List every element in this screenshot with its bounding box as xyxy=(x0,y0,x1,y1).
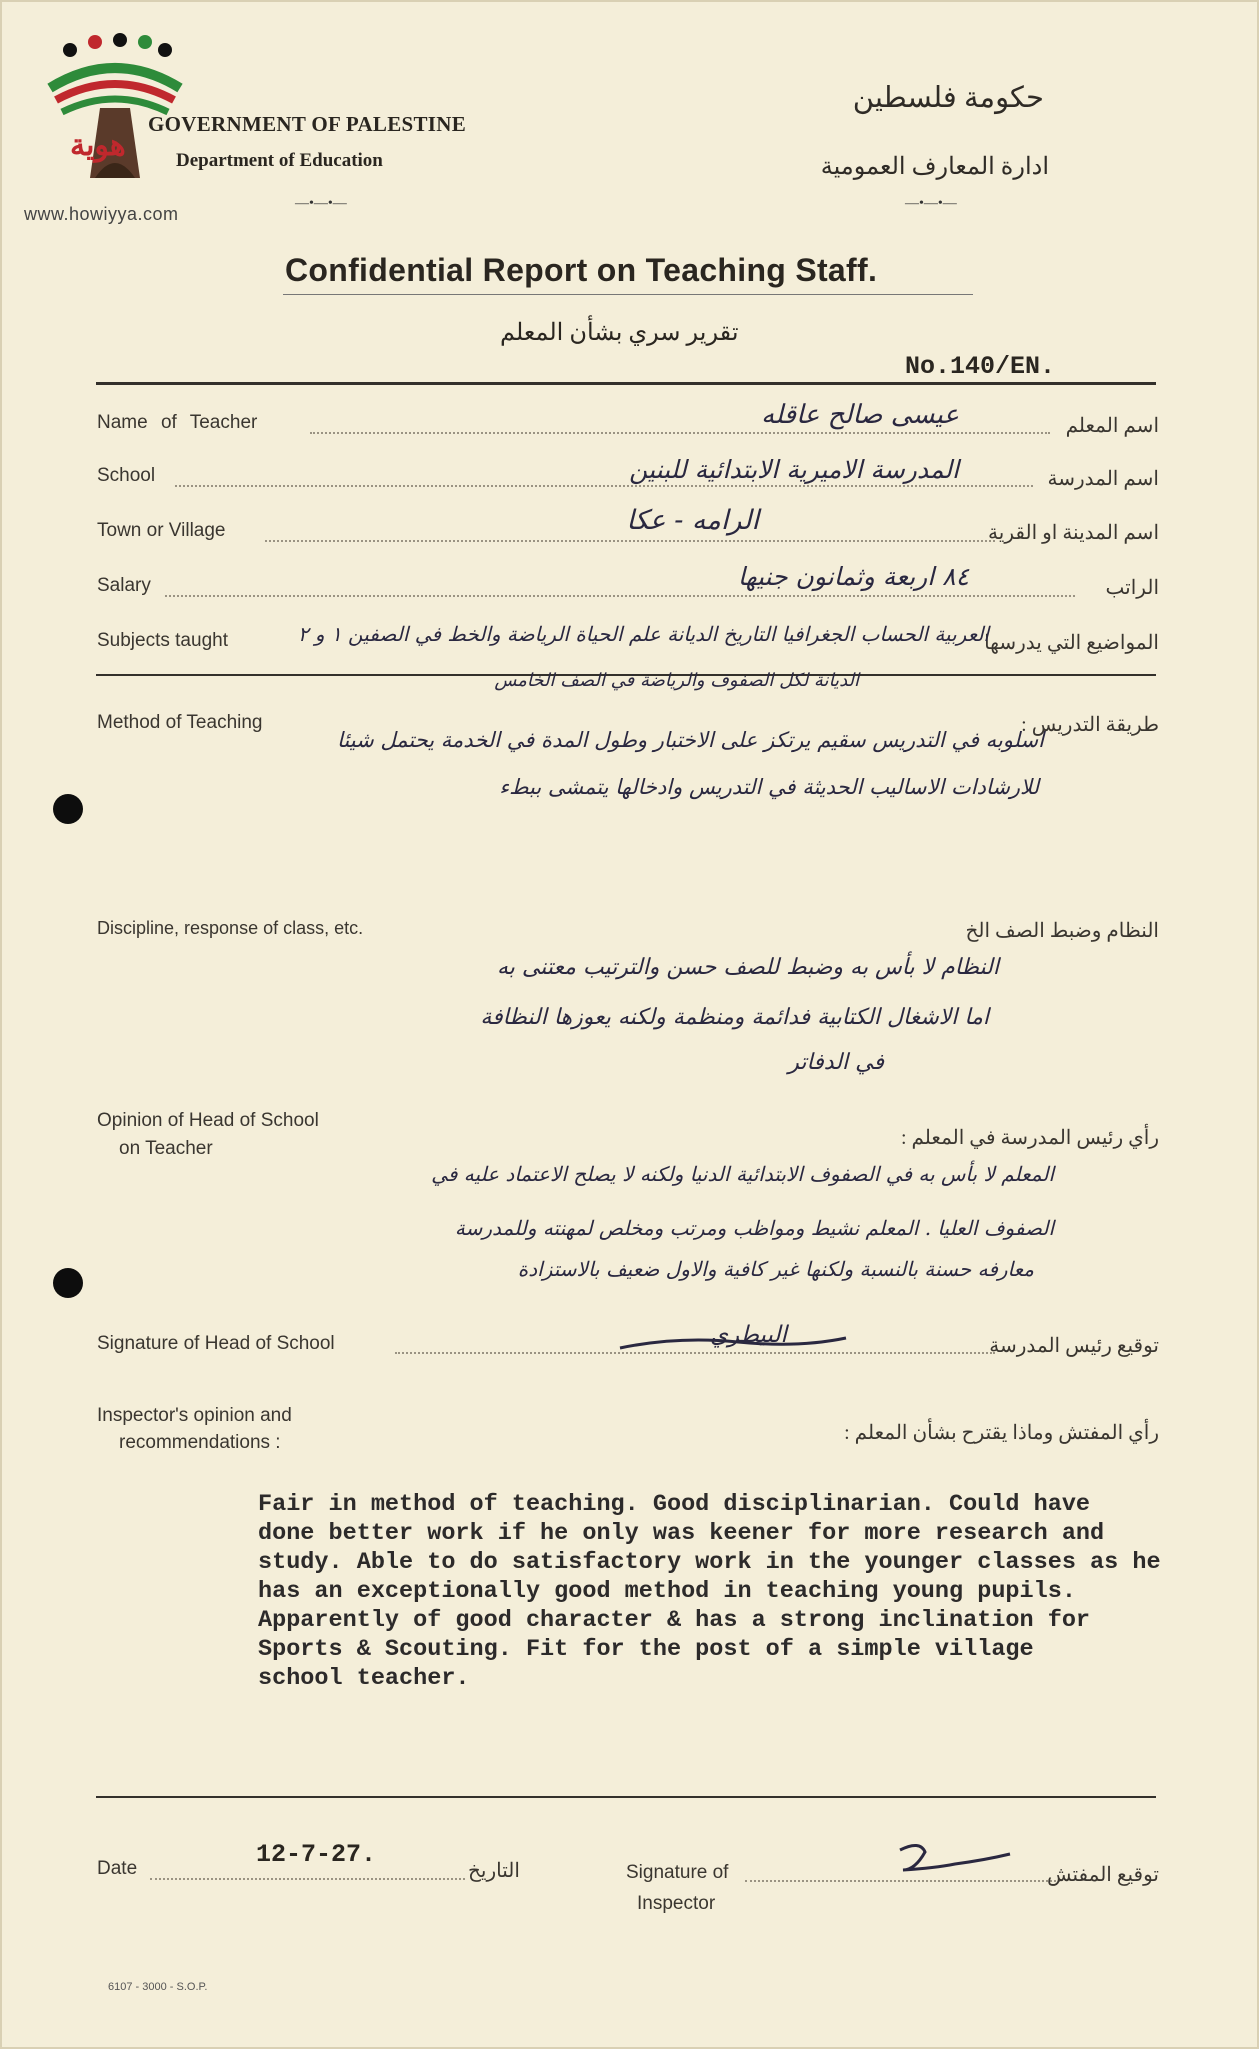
inspector-signature xyxy=(895,1840,1015,1885)
sig-inspector-label-1: Signature of xyxy=(626,1862,729,1883)
school-value: المدرسة الاميرية الابتدائية للبنين xyxy=(629,455,959,484)
opinion-head-label-ar: رأي رئيس المدرسة في المعلم : xyxy=(900,1127,1159,1149)
subjects-value: العربية الحساب الجغرافيا التاريخ الديانة علم الحياة الرياضة والخط في الصفين ١ و ٢ xyxy=(297,622,989,646)
header-rule xyxy=(96,382,1156,385)
report-title-ar: تقرير سري بشأن المعلم xyxy=(500,320,739,346)
discipline-line-3: في الدفاتر xyxy=(788,1050,884,1075)
name-label-ar: اسم المعلم xyxy=(1065,415,1159,437)
opinion-head-line-3: معارفه حسنة بالنسبة ولكنها غير كافية والاول ضعيف بالاستزادة xyxy=(517,1257,1034,1281)
opinion-head-line-1: المعلم لا بأس به في الصفوف الابتدائية الدنيا ولكنه لا يصلح الاعتماد عليه في xyxy=(431,1162,1054,1186)
ornament-left: —•—•— xyxy=(295,196,347,211)
school-dots xyxy=(175,485,1033,487)
name-value: عيسى صالح عاقله xyxy=(761,400,959,430)
school-label-ar: اسم المدرسة xyxy=(1047,468,1159,490)
town-dots xyxy=(265,540,995,542)
subjects-label-ar: المواضيع التي يدرسها xyxy=(984,632,1159,654)
logo-text: هوية xyxy=(70,129,126,162)
name-dots xyxy=(310,432,1050,434)
method-line-2: للارشادات الاساليب الحديثة في التدريس وادخالها يتمشى ببطء xyxy=(499,775,1039,799)
footer-rule xyxy=(96,1796,1156,1798)
signature-head-stroke xyxy=(618,1328,848,1363)
discipline-line-1: النظام لا بأس به وضبط للصف حسن والترتيب معتنى به xyxy=(496,955,999,980)
inspector-label-2: recommendations : xyxy=(119,1432,281,1453)
method-label: Method of Teaching xyxy=(97,712,263,733)
town-label-ar: اسم المدينة او القرية xyxy=(988,522,1159,544)
signature-head-label-ar: توقيع رئيس المدرسة xyxy=(989,1335,1159,1357)
date-value: 12-7-27. xyxy=(256,1840,377,1869)
name-label: Name of Teacher xyxy=(97,412,258,433)
opinion-head-label-1: Opinion of Head of School xyxy=(97,1110,319,1131)
sig-inspector-label-2: Inspector xyxy=(637,1893,716,1914)
title-underline xyxy=(283,294,973,295)
subjects-label: Subjects taught xyxy=(97,630,228,651)
date-dots xyxy=(150,1878,465,1880)
department-heading: Department of Education xyxy=(176,150,383,171)
method-line-1: اسلوبه في التدريس سقيم يرتكز على الاختبار وطول المدة في الخدمة يحتمل شيئا xyxy=(337,728,1044,752)
salary-dots xyxy=(165,595,1075,597)
report-number: No.140/EN. xyxy=(905,352,1056,381)
opinion-head-line-2: الصفوف العليا . المعلم نشيط ومواظب ومرتب ومخلص لمهنته وللمدرسة xyxy=(454,1216,1054,1240)
date-label-ar: التاريخ xyxy=(468,1860,520,1882)
discipline-label: Discipline, response of class, etc. xyxy=(97,918,364,938)
school-label: School xyxy=(97,465,156,486)
salary-value: ٨٤ اربعة وثمانون جنيها xyxy=(737,562,969,591)
opinion-head-label-2: on Teacher xyxy=(119,1138,213,1159)
howiyya-logo xyxy=(40,28,190,188)
signature-head-value: البيطري xyxy=(710,1322,787,1348)
punch-hole-top xyxy=(53,794,83,824)
inspector-label-1: Inspector's opinion and xyxy=(97,1405,292,1426)
punch-hole-bottom xyxy=(53,1268,83,1298)
inspector-recommendation: Fair in method of teaching. Good disciplinarian. Could have done better work if he only was keener for more research and study. Able to do satisfactory work in the younger classes as he has an exceptionally good method in teaching young pupils. Apparently of good character & has a strong inclination for Sports & Scouting. Fit for the post of a simple village school teacher. xyxy=(258,1491,1161,1692)
subjects-value-2: الديانة لكل الصفوف والرياضة في الصف الخامس xyxy=(494,670,859,691)
government-heading-ar: حكومة فلسطين xyxy=(852,82,1044,114)
salary-label-ar: الراتب xyxy=(1105,577,1159,599)
salary-label: Salary xyxy=(97,575,151,596)
ornament-right: —•—•— xyxy=(905,196,957,211)
government-heading: GOVERNMENT OF PALESTINE xyxy=(148,112,467,136)
discipline-label-ar: النظام وضبط الصف الخ xyxy=(965,920,1159,942)
sig-inspector-label-ar: توقيع المفتش xyxy=(1046,1864,1159,1886)
watermark-site: www.howiyya.com xyxy=(24,204,179,224)
department-heading-ar: ادارة المعارف العمومية xyxy=(820,154,1049,180)
date-label: Date xyxy=(97,1858,138,1879)
town-value: الرامه - عكا xyxy=(626,505,759,536)
method-label-ar: طريقة التدريس : xyxy=(1021,714,1159,736)
discipline-line-2: اما الاشغال الكتابية فدائمة ومنظمة ولكنه يعوزها النظافة xyxy=(480,1005,989,1030)
report-title: Confidential Report on Teaching Staff. xyxy=(285,252,878,288)
inspector-label-ar: رأي المفتش وماذا يقترح بشأن المعلم : xyxy=(844,1422,1159,1444)
town-label: Town or Village xyxy=(97,520,226,541)
signature-head-label: Signature of Head of School xyxy=(97,1333,335,1354)
print-code: 6107 - 3000 - S.O.P. xyxy=(108,1981,208,1993)
